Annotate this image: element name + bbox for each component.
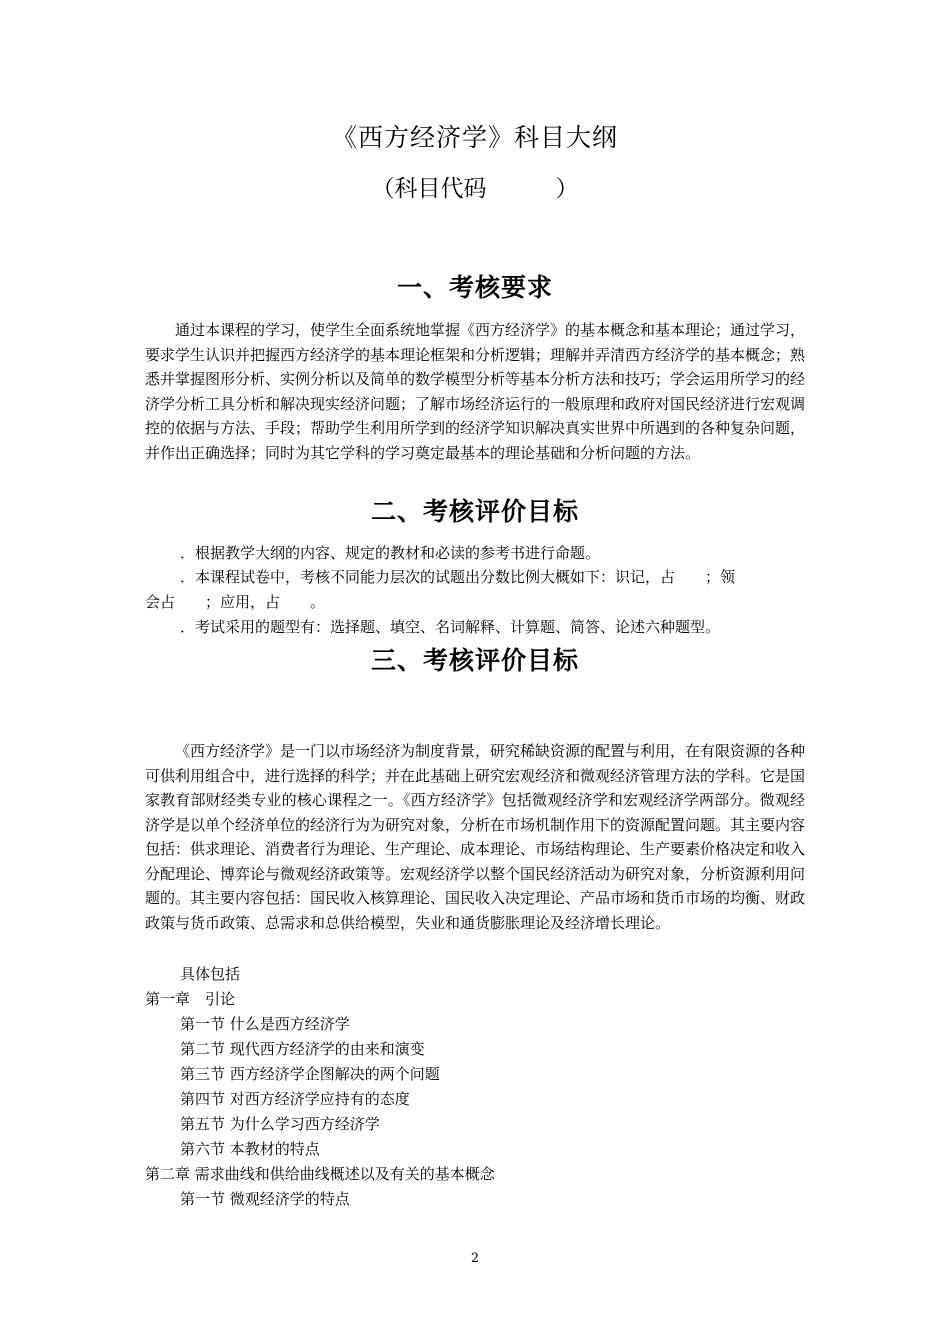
document-subtitle: （科目代码 ） [371, 176, 579, 202]
chapter-2-section-1: 第一节 微观经济学的特点 [180, 1190, 350, 1208]
chapter-1-section-5: 第五节 为什么学习西方经济学 [180, 1115, 380, 1133]
chapter-1: 第一章 引论 [145, 990, 236, 1008]
document-title: 《西方经济学》科目大纲 [331, 123, 618, 152]
section-body-objectives: 《西方经济学》是一门以市场经济为制度背景，研究稀缺资源的配置与利用，在有限资源的各种可供利用组合中，进行选择的科学；并在此基础上研究宏观经济和微观经济管理方法的学科。它是国家教育部财经类专业的核心课程之一。《西方经济学》包括微观经济学和宏观经济学两部分。微观经济学是以单个经济单位的经济行为为研究对象，分析在市场机制作用下的资源配置问题。其主要内容包括：供求理论、消费者行为理论、生产理论、成本理论、市场结构理论、生产要素价格决定和收入分配理论、博弈论与微观经济政策等。宏观经济学以整个国民经济活动为研究对象，分析资源利用问题的。其主要内容包括：国民收入核算理论、国民收入决定理论、产品市场和货币市场的均衡、财政政策与货币政策、总需求和总供给模型，失业和通货膨胀理论及经济增长理论。 [145, 742, 806, 932]
chapter-1-section-2: 第二节 现代西方经济学的由来和演变 [180, 1040, 425, 1058]
chapter-1-section-4: 第四节 对西方经济学应持有的态度 [180, 1090, 410, 1108]
evaluation-item-3: ．考试采用的题型有：选择题、填空、名词解释、计算题、简答、论述六种题型。 [180, 618, 721, 636]
chapter-1-section-6: 第六节 本教材的特点 [180, 1140, 320, 1158]
evaluation-item-2-cont: 会占 ；应用，占 。 [145, 593, 326, 611]
page-number: 2 [470, 1251, 480, 1266]
section-heading-evaluation: 二、考核评价目标 [370, 497, 579, 526]
chapter-1-section-1: 第一节 什么是西方经济学 [180, 1015, 350, 1033]
section-heading-requirements: 一、考核要求 [396, 273, 553, 302]
chapter-2: 第二章 需求曲线和供给曲线概述以及有关的基本概念 [145, 1165, 495, 1183]
chapter-1-section-3: 第三节 西方经济学企图解决的两个问题 [180, 1065, 440, 1083]
evaluation-item-1: ．根据教学大纲的内容、规定的教材和必读的参考书进行命题。 [180, 544, 601, 562]
contents-intro: 具体包括 [180, 965, 241, 983]
evaluation-item-2: ．本课程试卷中，考核不同能力层次的试题出分数比例大概如下：识记，占 ；领 [180, 568, 736, 586]
section-heading-objectives: 三、考核评价目标 [370, 646, 579, 675]
section-body-requirements: 通过本课程的学习，使学生全面系统地掌握《西方经济学》的基本概念和基本理论；通过学习，要求学生认识并把握西方经济学的基本理论框架和分析逻辑；理解并弄清西方经济学的基本概念；熟悉并掌握图形分析、实例分析以及简单的数学模型分析等基本分析方法和技巧；学会运用所学习的经济学分析工具分析和解决现实经济问题；了解市场经济运行的一般原理和政府对国民经济进行宏观调控的依据与方法、手段；帮助学生利用所学到的经济学知识解决真实世界中所遇到的各种复杂问题，并作出正确选择；同时为其它学科的学习奠定最基本的理论基础和分析问题的方法。 [145, 321, 806, 462]
